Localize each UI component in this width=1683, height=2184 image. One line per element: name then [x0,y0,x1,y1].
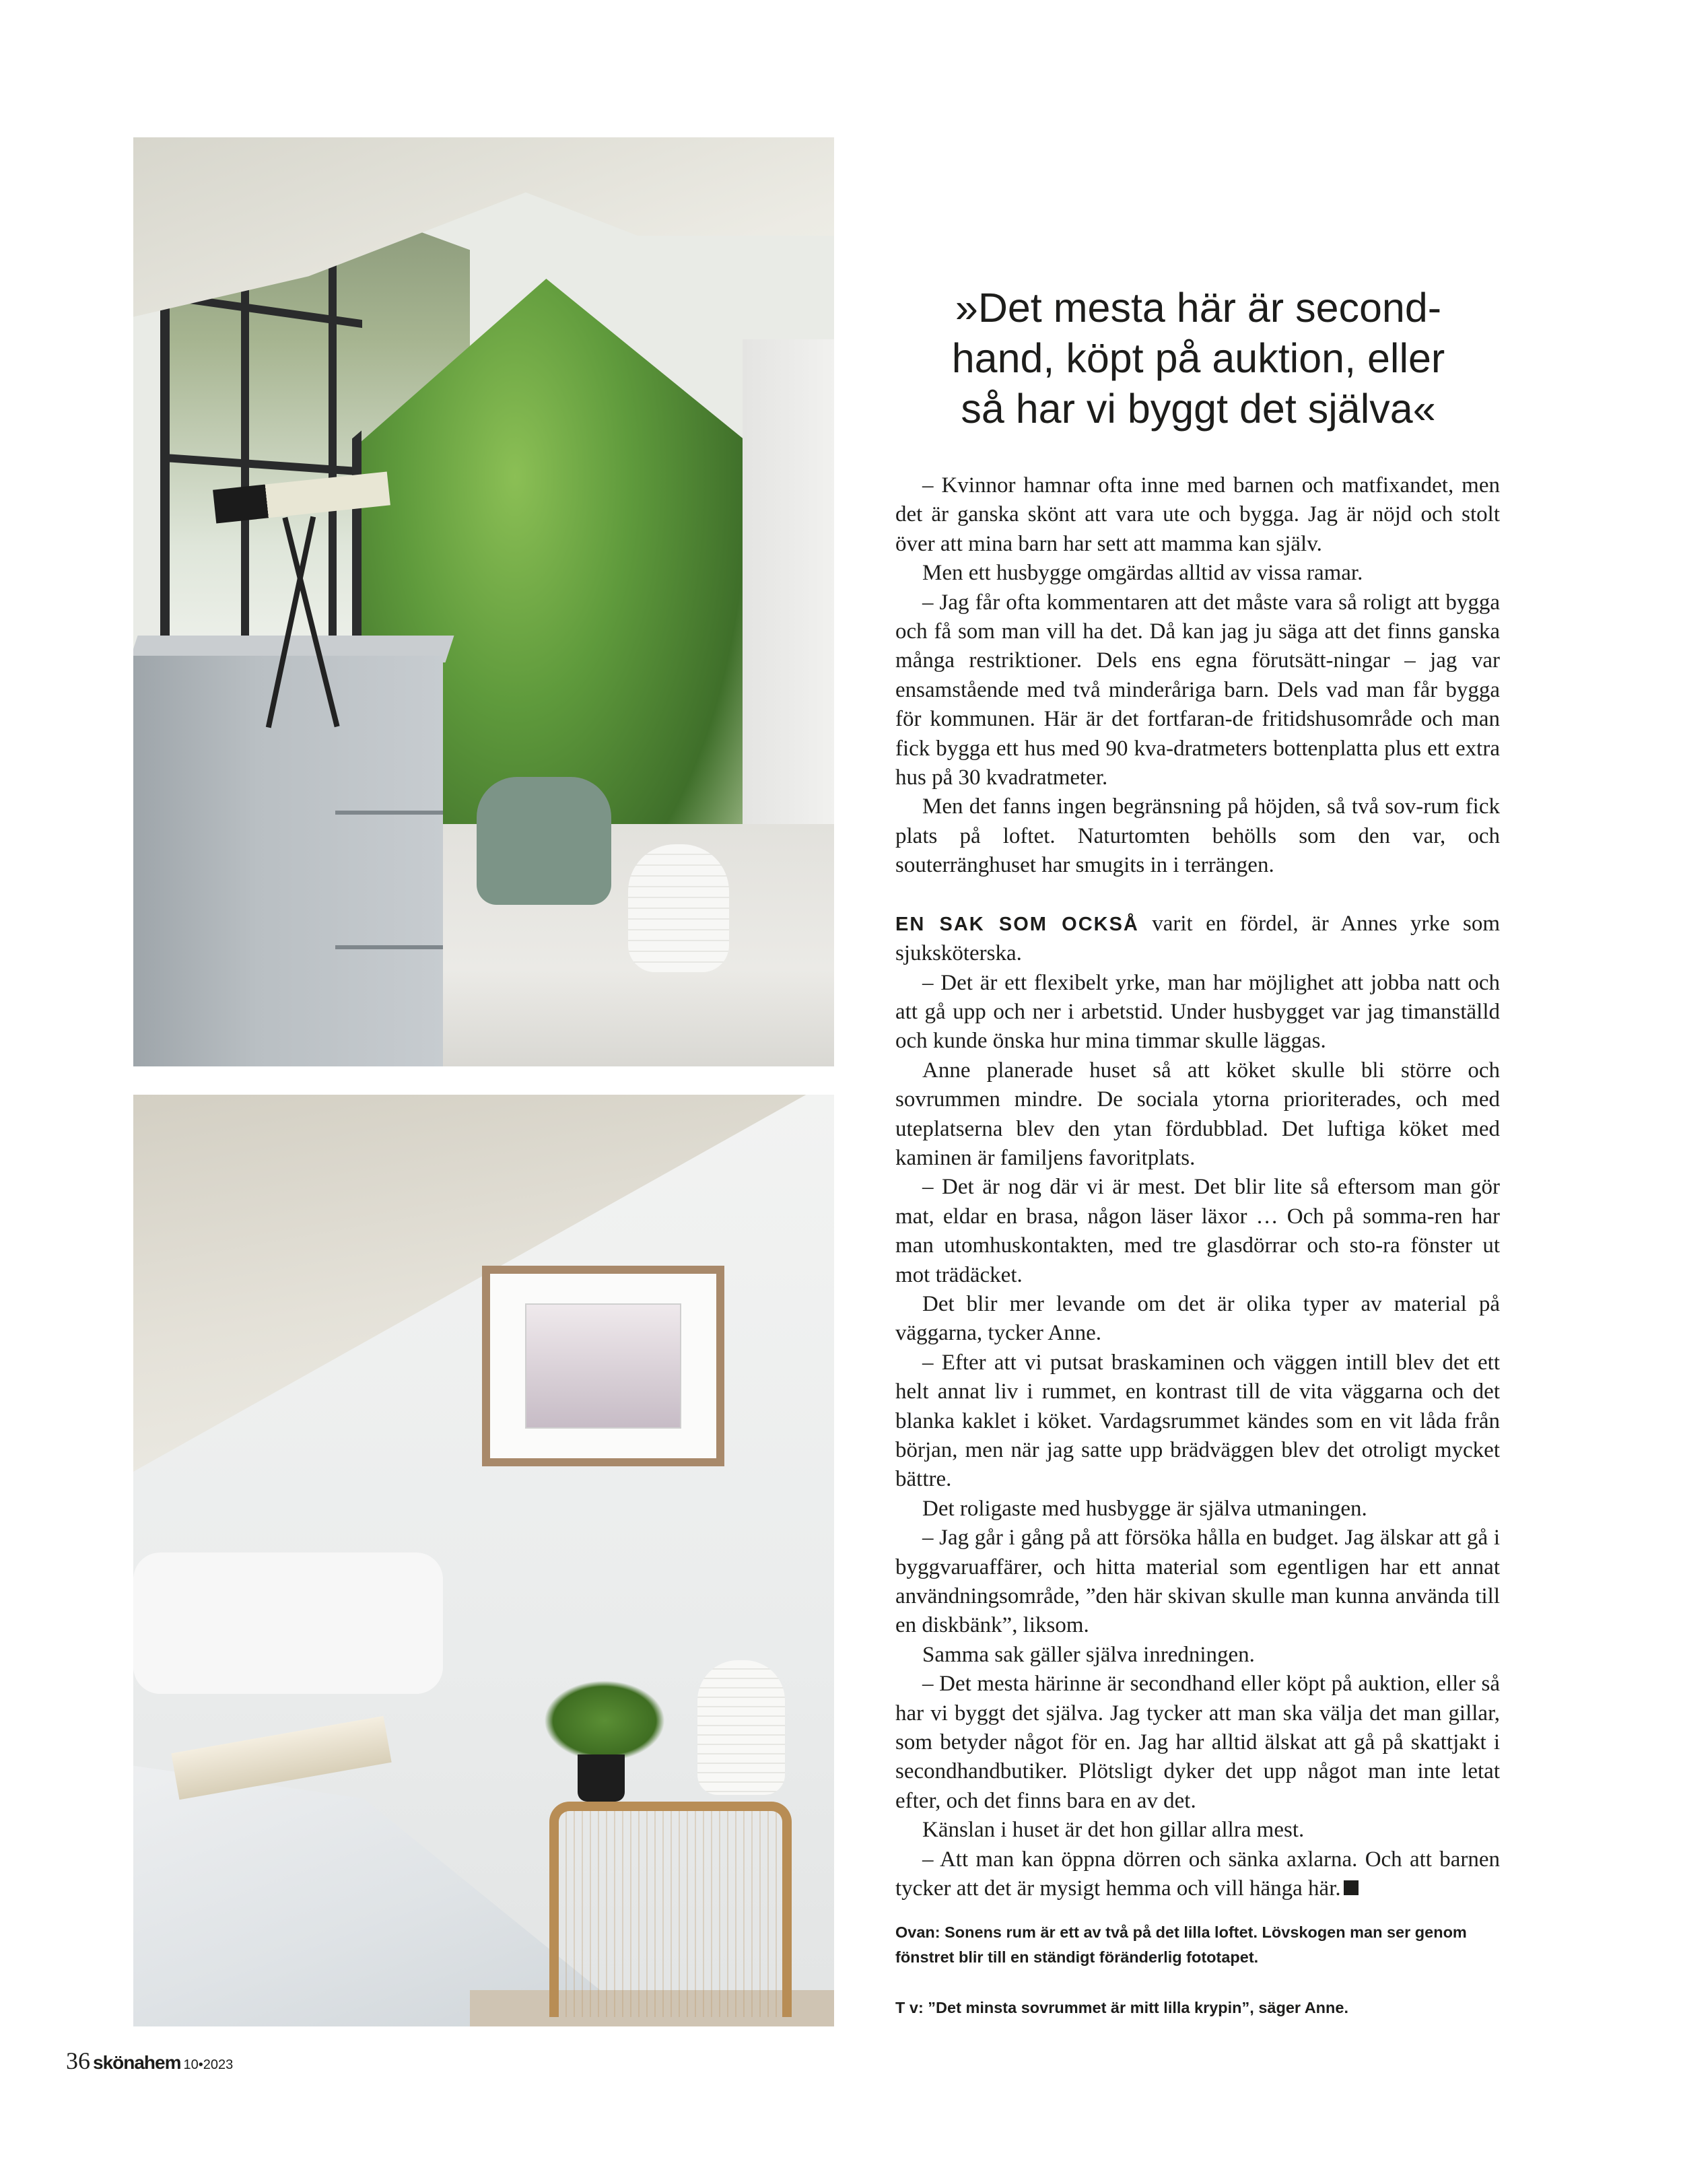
pull-quote [889,283,1508,434]
article-paragraph: Anne planerade huset så att köket skulle bli större och sovrummen mindre. De sociala ytorna prioriterades, och med uteplatserna blev den ytan fördubblad. Det luftiga köket med kaminen är familjens favoritplats. [895,1058,1500,1170]
paper-lamp [697,1660,785,1795]
paper-lamp [628,844,729,972]
photo-small-bedroom [133,1095,834,2026]
plant-pot [578,1754,625,1802]
article-paragraph: Men ett husbygge omgärdas alltid av vissa ramar. [922,561,1363,586]
pull-quote-line: så har vi byggt det själva« [961,386,1436,432]
article-paragraph: – Efter att vi putsat braskaminen och väggen intill blev det ett helt annat liv i rummet, en kontrast till de vita väggarna och det blanka kaklet i köket. Vardagsrummet kändes som en vit låda från början, men när jag satte upp brädväggen blev det otroligt mycket bättre. [895,1350,1500,1492]
article-paragraph: Men det fanns ingen begränsning på höjden, så två sov-rum fick plats på loftet. Naturtomten behölls som den var, och souterränghuset har smugits in i terrängen. [895,794,1500,878]
section-lead-rest: varit en fördel, är Annes yrke som sjuksköterska. [895,911,1500,966]
section-lead: EN SAK SOM OCKSÅ [895,913,1139,935]
final-paragraph-text: – Att man kan öppna dörren och sänka axlarna. Och att barnen tycker att det är mysigt hemma och vill hänga här. [895,1847,1500,1901]
potted-plant [544,1680,665,1761]
rattan-stool [549,1802,792,2017]
article-paragraph: – Jag får ofta kommentaren att det måste vara så roligt att bygga och få som man vill ha det. Då kan jag ju säga att det finns ganska många restriktioner. Dels ens egna förutsätt-ningar – jag var ensamstående med två minderåriga barn. Dels vad man får bygga för kommunen. Här är det fortfaran-de fritidshusområde och man fick bygga ett hus med 90 kva-dratmeters bottenplatta plus ett extra hus på 30 kvadratmeter. [895,590,1500,790]
magazine-logo: skönahem [93,2052,181,2073]
article-paragraph: Känslan i huset är det hon gillar allra mest. [922,1818,1305,1843]
article-paragraph: – Jag går i gång på att försöka hålla en budget. Jag älskar att gå i byggvaruaffärer, och hitta material som egentligen har ett annat användningsområde, ”den här skivan skulle man kunna använda till en diskbänk”, liksom. [895,1526,1500,1638]
article-paragraph: Det blir mer levande om det är olika typer av material på väggarna, tycker Anne. [895,1291,1500,1346]
article-final-paragraph [895,1845,1500,1904]
drawer-line [335,811,443,815]
article-paragraph: – Det mesta härinne är secondhand eller köpt på auktion, eller så har vi byggt det själva. Jag tycker att man ska välja det man gillar, som betyder något för en. Jag har alltid älskat att gå på skattjakt i secondhandbutiker. Plötsligt dyker det upp något man inte letat efter, och det finns bara en av det. [895,1672,1500,1813]
article-body [895,471,1500,1904]
article-paragraph: – Det är nog där vi är mest. Det blir lite så eftersom man gör mat, eldar en brasa, någon läser läxor … Och på somma-ren har man utomhuskontakten, med tre glasdörrar och sto-ra fönster ut mot trädäcket. [895,1175,1500,1287]
article-paragraph: Det roligaste med husbygge är själva utmaningen. [922,1496,1367,1521]
framed-print [482,1266,724,1466]
pull-quote-line: »Det mesta här är second- [955,285,1442,331]
section-lead-paragraph [895,910,1500,969]
dresser [133,656,443,1066]
issue-number: 10•2023 [183,2057,234,2072]
print-artwork [525,1303,681,1429]
article-paragraph: Samma sak gäller själva inredningen. [922,1642,1255,1667]
page-folio [66,2047,233,2075]
end-mark-icon [1344,1880,1359,1895]
page-number: 36 [66,2047,90,2074]
photo-loft-room [133,137,834,1066]
article-paragraph: – Det är ett flexibelt yrke, man har möjlighet att jobba natt och att gå upp och ner i arbetstid. Under husbygget var jag timanställd och kunde önska hur mina timmar skulle läggas. [895,970,1500,1054]
article-paragraph: – Kvinnor hamnar ofta inne med barnen och matfixandet, men det är ganska skönt att vara ute och bygga. Jag är nöjd och stolt över att mina barn har sett att mamma kan själv. [895,473,1500,556]
photo-captions [895,1920,1501,2046]
pillow [133,1552,443,1694]
pull-quote-line: hand, köpt på auktion, eller [951,335,1445,381]
caption-bottom: T v: ”Det minsta sovrummet är mitt lilla krypin”, säger Anne. [895,1999,1348,2016]
drawer-line [335,945,443,949]
caption-top: Ovan: Sonens rum är ett av två på det lilla loftet. Lövskogen man ser genom fönstret blir till en ständigt föränderlig fototapet. [895,1923,1467,1966]
chair [477,777,611,905]
